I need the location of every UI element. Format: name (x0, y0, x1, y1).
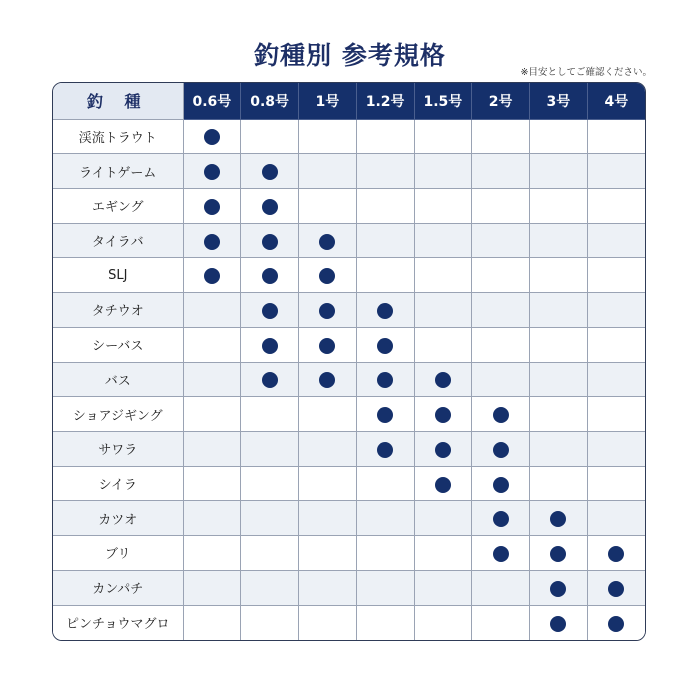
size-cell (299, 362, 357, 397)
size-header-1-2: 1.2号 (356, 83, 414, 119)
size-cell (241, 293, 299, 328)
recommended-dot-icon (262, 268, 278, 284)
size-cell (299, 397, 357, 432)
species-name: タチウオ (53, 293, 183, 328)
size-cell (356, 397, 414, 432)
size-cell (414, 293, 472, 328)
size-cell (183, 258, 241, 293)
size-cell (414, 397, 472, 432)
size-cell (530, 154, 588, 189)
table-row (53, 362, 645, 397)
recommended-dot-icon (608, 616, 624, 632)
size-cell (414, 327, 472, 362)
recommended-dot-icon (319, 338, 335, 354)
species-name: SLJ (53, 258, 183, 293)
recommended-dot-icon (319, 303, 335, 319)
size-cell (587, 154, 645, 189)
recommended-dot-icon (435, 442, 451, 458)
recommended-dot-icon (493, 546, 509, 562)
table-row (53, 293, 645, 328)
table-row (53, 397, 645, 432)
size-header-0-8: 0.8号 (241, 83, 299, 119)
size-cell (530, 119, 588, 154)
size-cell (530, 431, 588, 466)
size-cell (414, 258, 472, 293)
size-cell (356, 605, 414, 640)
recommended-dot-icon (377, 442, 393, 458)
size-cell (587, 536, 645, 571)
size-cell (414, 501, 472, 536)
size-cell (299, 570, 357, 605)
size-cell (530, 570, 588, 605)
size-cell (356, 154, 414, 189)
size-cell (472, 362, 530, 397)
recommended-dot-icon (262, 338, 278, 354)
size-cell (356, 501, 414, 536)
size-cell (356, 119, 414, 154)
size-cell (530, 501, 588, 536)
size-cell (183, 466, 241, 501)
size-cell (299, 536, 357, 571)
size-cell (587, 293, 645, 328)
size-cell (587, 258, 645, 293)
size-cell (472, 501, 530, 536)
size-cell (356, 293, 414, 328)
recommended-dot-icon (262, 303, 278, 319)
size-cell (472, 397, 530, 432)
size-cell (587, 501, 645, 536)
size-cell (530, 258, 588, 293)
size-cell (241, 223, 299, 258)
recommended-dot-icon (550, 616, 566, 632)
size-cell (414, 154, 472, 189)
size-cell (414, 431, 472, 466)
size-cell (356, 327, 414, 362)
size-cell (472, 570, 530, 605)
table-row (53, 501, 645, 536)
size-cell (183, 605, 241, 640)
table-row (53, 536, 645, 571)
table-row (53, 188, 645, 223)
size-cell (530, 466, 588, 501)
table-row (53, 258, 645, 293)
size-header-1: 1号 (299, 83, 357, 119)
recommended-dot-icon (319, 372, 335, 388)
size-cell (356, 536, 414, 571)
size-cell (241, 327, 299, 362)
recommended-dot-icon (550, 511, 566, 527)
size-cell (472, 327, 530, 362)
size-cell (530, 536, 588, 571)
spec-table (53, 83, 645, 640)
size-cell (587, 362, 645, 397)
species-name: ピンチョウマグロ (53, 605, 183, 640)
recommended-dot-icon (550, 546, 566, 562)
recommended-dot-icon (493, 442, 509, 458)
recommended-dot-icon (319, 234, 335, 250)
size-cell (530, 327, 588, 362)
size-cell (414, 362, 472, 397)
size-cell (587, 119, 645, 154)
table-row (53, 570, 645, 605)
size-header-0-6: 0.6号 (183, 83, 241, 119)
recommended-dot-icon (262, 199, 278, 215)
recommended-dot-icon (493, 511, 509, 527)
recommended-dot-icon (435, 372, 451, 388)
table-row (53, 223, 645, 258)
size-cell (356, 362, 414, 397)
recommended-dot-icon (608, 581, 624, 597)
size-cell (587, 605, 645, 640)
species-name: ブリ (53, 536, 183, 571)
size-cell (183, 327, 241, 362)
size-cell (530, 362, 588, 397)
size-cell (356, 258, 414, 293)
size-cell (472, 119, 530, 154)
size-cell (241, 258, 299, 293)
size-cell (587, 466, 645, 501)
table-row (53, 327, 645, 362)
size-cell (299, 466, 357, 501)
size-cell (414, 223, 472, 258)
size-cell (530, 223, 588, 258)
size-cell (241, 397, 299, 432)
spec-table-container (52, 82, 646, 641)
size-cell (183, 397, 241, 432)
recommended-dot-icon (319, 268, 335, 284)
table-row (53, 605, 645, 640)
size-cell (183, 570, 241, 605)
size-cell (183, 431, 241, 466)
recommended-dot-icon (550, 581, 566, 597)
size-cell (299, 327, 357, 362)
size-cell (183, 188, 241, 223)
size-cell (299, 258, 357, 293)
size-cell (183, 223, 241, 258)
species-name: シイラ (53, 466, 183, 501)
recommended-dot-icon (377, 407, 393, 423)
recommended-dot-icon (493, 407, 509, 423)
size-header-3: 3号 (530, 83, 588, 119)
recommended-dot-icon (204, 268, 220, 284)
species-name: タイラバ (53, 223, 183, 258)
species-name: エギング (53, 188, 183, 223)
size-cell (472, 536, 530, 571)
size-cell (472, 466, 530, 501)
size-header-2: 2号 (472, 83, 530, 119)
size-cell (241, 154, 299, 189)
recommended-dot-icon (435, 477, 451, 493)
size-cell (472, 258, 530, 293)
recommended-dot-icon (204, 199, 220, 215)
size-cell (183, 119, 241, 154)
recommended-dot-icon (204, 129, 220, 145)
size-cell (299, 605, 357, 640)
species-name: 渓流トラウト (53, 119, 183, 154)
size-cell (241, 362, 299, 397)
size-cell (414, 570, 472, 605)
table-row (53, 154, 645, 189)
size-cell (414, 605, 472, 640)
size-cell (299, 188, 357, 223)
size-cell (587, 188, 645, 223)
size-cell (472, 431, 530, 466)
size-cell (414, 119, 472, 154)
recommended-dot-icon (435, 407, 451, 423)
size-cell (183, 154, 241, 189)
size-cell (299, 293, 357, 328)
size-cell (241, 536, 299, 571)
species-name: シーバス (53, 327, 183, 362)
species-column-header: 釣 種 (53, 83, 183, 119)
size-header-4: 4号 (587, 83, 645, 119)
table-row (53, 119, 645, 154)
species-name: カツオ (53, 501, 183, 536)
size-cell (472, 223, 530, 258)
size-cell (183, 362, 241, 397)
species-name: ライトゲーム (53, 154, 183, 189)
species-name: サワラ (53, 431, 183, 466)
size-cell (530, 605, 588, 640)
species-name: ショアジギング (53, 397, 183, 432)
size-cell (241, 119, 299, 154)
recommended-dot-icon (204, 164, 220, 180)
size-cell (241, 466, 299, 501)
page-title: 釣種別 参考規格 (254, 41, 446, 70)
recommended-dot-icon (608, 546, 624, 562)
recommended-dot-icon (493, 477, 509, 493)
recommended-dot-icon (377, 372, 393, 388)
size-cell (414, 536, 472, 571)
size-cell (472, 605, 530, 640)
recommended-dot-icon (377, 303, 393, 319)
table-body (53, 119, 645, 640)
size-cell (299, 154, 357, 189)
recommended-dot-icon (262, 234, 278, 250)
size-cell (356, 188, 414, 223)
species-name: バス (53, 362, 183, 397)
species-name: カンパチ (53, 570, 183, 605)
size-cell (299, 119, 357, 154)
size-cell (356, 431, 414, 466)
size-cell (587, 223, 645, 258)
disclaimer-note: ※目安としてご確認ください。 (520, 67, 652, 78)
size-cell (587, 397, 645, 432)
recommended-dot-icon (262, 164, 278, 180)
size-cell (472, 154, 530, 189)
size-cell (356, 223, 414, 258)
recommended-dot-icon (204, 234, 220, 250)
size-cell (241, 188, 299, 223)
size-header-1-5: 1.5号 (414, 83, 472, 119)
recommended-dot-icon (377, 338, 393, 354)
size-cell (241, 570, 299, 605)
size-cell (241, 501, 299, 536)
size-cell (530, 397, 588, 432)
size-cell (299, 431, 357, 466)
size-cell (414, 466, 472, 501)
size-cell (183, 536, 241, 571)
size-cell (472, 293, 530, 328)
size-cell (299, 501, 357, 536)
size-cell (183, 501, 241, 536)
size-cell (241, 605, 299, 640)
table-row (53, 466, 645, 501)
table-header-row (53, 83, 645, 119)
size-cell (472, 188, 530, 223)
size-cell (356, 466, 414, 501)
size-cell (241, 431, 299, 466)
size-cell (414, 188, 472, 223)
size-cell (587, 431, 645, 466)
size-cell (183, 293, 241, 328)
size-cell (530, 188, 588, 223)
table-row (53, 431, 645, 466)
size-cell (587, 327, 645, 362)
size-cell (587, 570, 645, 605)
size-cell (356, 570, 414, 605)
size-cell (530, 293, 588, 328)
recommended-dot-icon (262, 372, 278, 388)
size-cell (299, 223, 357, 258)
